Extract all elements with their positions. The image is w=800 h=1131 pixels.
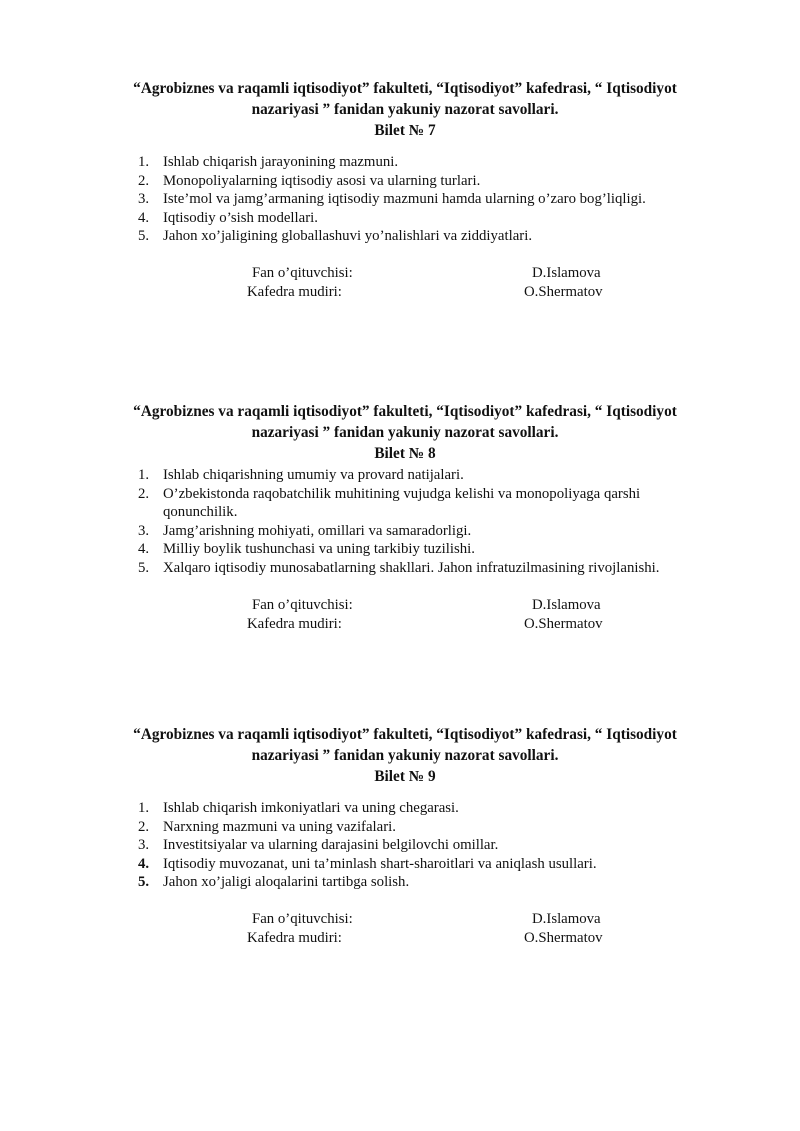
list-item: [138, 818, 728, 837]
list-item: [138, 227, 728, 246]
list-item: [138, 522, 728, 541]
question-text: Narxning mazmuni va uning vazifalari.: [163, 818, 396, 835]
head-label: Kafedra mudiri:: [247, 283, 342, 300]
question-number: 5.: [138, 228, 150, 245]
question-list: [138, 799, 728, 892]
head-label: Kafedra mudiri:: [247, 615, 342, 632]
heading-line-1: “Agrobiznes va raqamli iqtisodiyot” fakulteti, “Iqtisodiyot” kafedrasi, “ Iqtisodiyot: [133, 726, 677, 743]
teacher-name: D.Islamova: [532, 910, 601, 927]
head-name: O.Shermatov: [524, 283, 603, 300]
question-number: 4.: [138, 855, 150, 872]
question-number: 3.: [138, 522, 150, 539]
question-text: Iqtisodiy o’sish modellari.: [163, 209, 318, 226]
question-number: 2.: [138, 818, 150, 835]
question-text: Ishlab chiqarish jarayonining mazmuni.: [163, 154, 399, 170]
question-number: 5.: [138, 874, 150, 891]
list-item: [138, 873, 728, 892]
head-name: O.Shermatov: [524, 615, 603, 632]
bilet-number: Bilet № 9: [374, 768, 436, 785]
signature-block: [0, 264, 800, 304]
question-text: Jahon xo’jaligining globallashuvi yo’nalishlari va ziddiyatlari.: [163, 228, 533, 245]
question-number: 2.: [138, 172, 150, 189]
heading-line-2: nazariyasi ” fanidan yakuniy nazorat savollari.: [251, 424, 559, 441]
signature-block: [0, 596, 800, 636]
question-text: Milliy boylik tushunchasi va uning tarkibiy tuzilishi.: [163, 541, 475, 558]
list-item: [138, 190, 728, 209]
teacher-name: D.Islamova: [532, 596, 601, 613]
question-number: 3.: [138, 837, 150, 854]
bilet-number: Bilet № 7: [374, 122, 436, 139]
question-text: Jamg’arishning mohiyati, omillari va samaradorligi.: [163, 522, 472, 539]
head-label: Kafedra mudiri:: [247, 929, 342, 946]
list-item: [138, 153, 728, 172]
question-text: Iqtisodiy muvozanat, uni ta’minlash shart-sharoitlari va aniqlash usullari.: [163, 855, 597, 872]
question-text: Investitsiyalar va ularning darajasini belgilovchi omillar.: [163, 837, 499, 854]
question-list: [138, 153, 728, 246]
ticket-7: [0, 78, 800, 304]
list-item: [138, 172, 728, 191]
question-text: Ishlab chiqarish imkoniyatlari va uning chegarasi.: [163, 800, 459, 816]
question-number: 1.: [138, 154, 150, 170]
question-number: 5.: [138, 559, 150, 576]
question-number: 1.: [138, 800, 150, 816]
question-text: Ishlab chiqarishning umumiy va provard natijalari.: [163, 467, 464, 483]
list-item: [138, 466, 728, 485]
question-number: 3.: [138, 191, 150, 208]
question-text: O’zbekistonda raqobatchilik muhitining vujudga kelishi va monopoliyaga qarshi qonunchilik.: [163, 485, 641, 521]
ticket-heading: [0, 401, 800, 464]
question-text: Jahon xo’jaligi aloqalarini tartibga solish.: [163, 874, 410, 891]
bilet-number: Bilet № 8: [374, 445, 436, 462]
signature-block: [0, 910, 800, 950]
teacher-label: Fan o’qituvchisi:: [252, 264, 353, 281]
question-text: Iste’mol va jamg’armaning iqtisodiy mazmuni hamda ularning o’zaro bog’liqligi.: [163, 191, 646, 208]
list-item: [138, 559, 728, 578]
question-number: 1.: [138, 467, 150, 483]
list-item: [138, 540, 728, 559]
head-name: O.Shermatov: [524, 929, 603, 946]
heading-line-1: “Agrobiznes va raqamli iqtisodiyot” fakulteti, “Iqtisodiyot” kafedrasi, “ Iqtisodiyot: [133, 403, 677, 420]
list-item: [138, 209, 728, 228]
list-item: [138, 485, 728, 522]
question-text: Monopoliyalarning iqtisodiy asosi va ularning turlari.: [163, 172, 481, 189]
ticket-8: [0, 401, 800, 636]
question-list: [138, 466, 728, 578]
question-text: Xalqaro iqtisodiy munosabatlarning shakllari. Jahon infratuzilmasining rivojlanishi.: [163, 559, 660, 576]
ticket-heading: [0, 78, 800, 141]
teacher-label: Fan o’qituvchisi:: [252, 596, 353, 613]
list-item: [138, 855, 728, 874]
heading-line-1: “Agrobiznes va raqamli iqtisodiyot” fakulteti, “Iqtisodiyot” kafedrasi, “ Iqtisodiyot: [133, 80, 677, 97]
teacher-label: Fan o’qituvchisi:: [252, 910, 353, 927]
heading-line-2: nazariyasi ” fanidan yakuniy nazorat savollari.: [251, 101, 559, 118]
ticket-heading: [0, 724, 800, 787]
ticket-9: [0, 724, 800, 950]
question-number: 4.: [138, 541, 150, 558]
list-item: [138, 799, 728, 818]
question-number: 2.: [138, 485, 150, 502]
heading-line-2: nazariyasi ” fanidan yakuniy nazorat savollari.: [251, 747, 559, 764]
teacher-name: D.Islamova: [532, 264, 601, 281]
question-number: 4.: [138, 209, 150, 226]
list-item: [138, 836, 728, 855]
